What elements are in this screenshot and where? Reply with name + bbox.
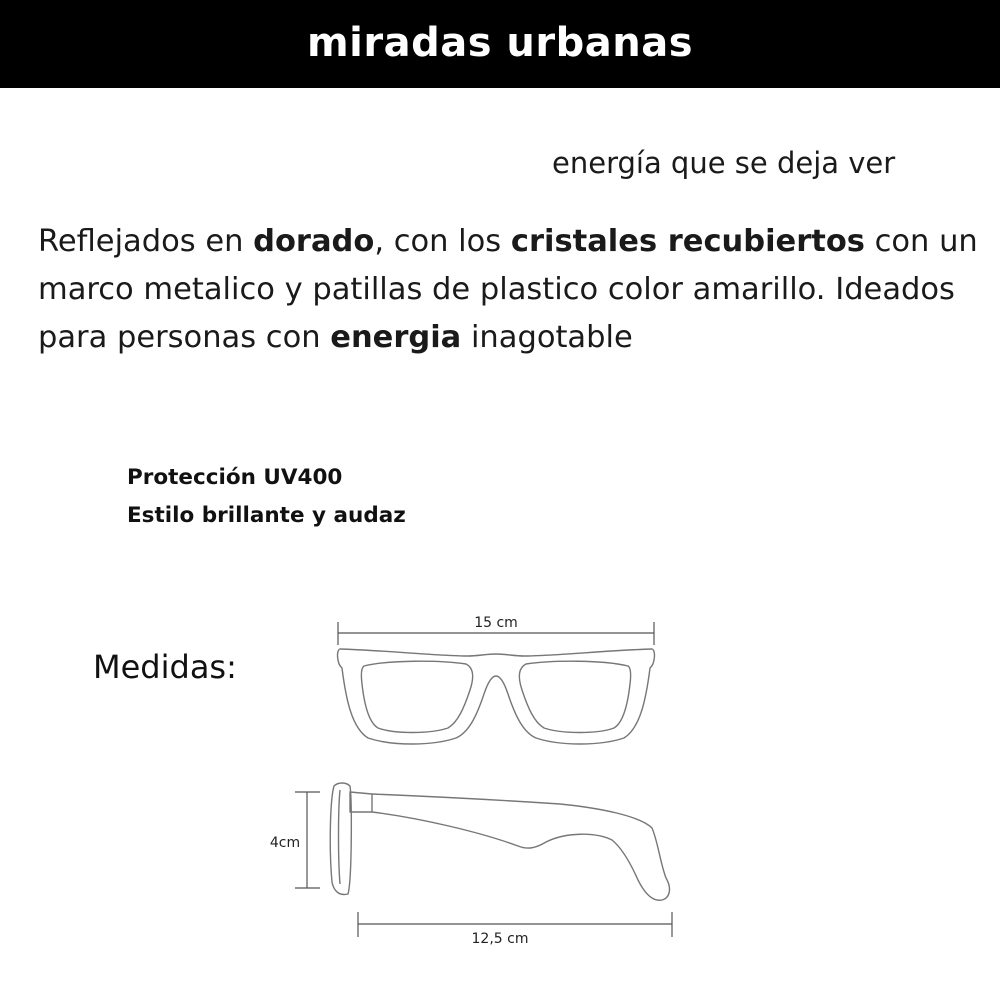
- feature-list: [127, 459, 406, 535]
- height-label: 4cm: [269, 835, 301, 851]
- feature-style: Estilo brillante y audaz: [127, 503, 406, 528]
- measurements-label: Medidas:: [93, 648, 237, 686]
- description-text: con un: [864, 224, 978, 259]
- header-bar: [0, 0, 1000, 88]
- width-label: 15 cm: [474, 615, 518, 631]
- product-description: [38, 218, 1000, 362]
- height-dimension: [295, 792, 320, 888]
- temple-length-label: 12,5 cm: [471, 931, 529, 947]
- description-text: Reflejados en: [38, 224, 254, 259]
- description-line-2: [38, 266, 1000, 314]
- description-line-3: [38, 314, 1000, 362]
- width-dimension: [338, 622, 654, 645]
- description-text: inagotable: [461, 320, 633, 355]
- brand-title: miradas urbanas: [306, 20, 694, 66]
- glasses-front-icon: [338, 649, 655, 744]
- description-text: , con los: [374, 224, 511, 259]
- description-bold-text: dorado: [253, 224, 375, 259]
- tagline: energía que se deja ver: [552, 146, 896, 180]
- temple-length-dimension: [358, 912, 672, 937]
- feature-uv-protection: Protección UV400: [127, 465, 343, 490]
- description-bold-text: cristales recubiertos: [510, 224, 865, 259]
- glasses-side-icon: [330, 783, 669, 900]
- description-text: marco metalico y patillas de plastico color amarillo. Ideados: [38, 272, 955, 307]
- description-line-1: [38, 218, 1000, 266]
- description-bold-text: energia: [330, 320, 462, 355]
- description-text: para personas con: [38, 320, 331, 355]
